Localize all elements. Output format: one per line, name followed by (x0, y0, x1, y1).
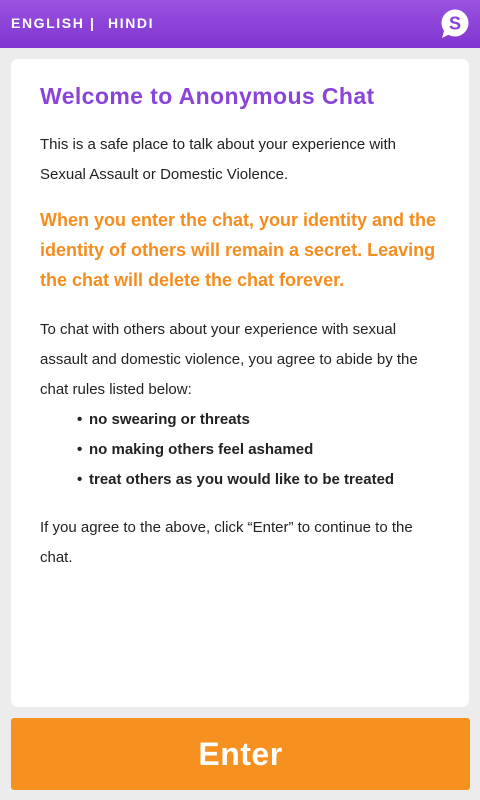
bullet: • (77, 441, 83, 458)
rule-item (77, 465, 394, 495)
intro-text: This is a safe place to talk about your experience with Sexual Assault or Domestic Violence. (40, 136, 397, 183)
enter-button[interactable]: Enter (11, 718, 470, 790)
welcome-card (11, 59, 469, 707)
rule-item (77, 405, 394, 435)
rule-text: no swearing or threats (89, 411, 250, 428)
rule-item (77, 435, 394, 465)
privacy-warning: When you enter the chat, your identity and the identity of others will remain a secret. Leaving the chat will delete the chat forever. (40, 210, 437, 290)
rules-intro-text: To chat with others about your experience with sexual assault and domestic violence, you agree to abide by the chat rules listed below: (40, 321, 418, 398)
bullet: • (77, 471, 83, 488)
rule-text: treat others as you would like to be treated (89, 471, 395, 488)
top-bar (0, 0, 480, 48)
rule-text: no making others feel ashamed (89, 441, 314, 458)
language-english-link[interactable]: ENGLISH (11, 15, 85, 31)
continue-instructions: If you agree to the above, click “Enter” to continue to the chat. (40, 519, 413, 566)
language-hindi-link[interactable]: HINDI (108, 15, 155, 31)
bullet: • (77, 411, 83, 428)
s-chat-bubble-icon[interactable] (440, 9, 470, 39)
logo-letter: S (448, 13, 462, 34)
page-title: Welcome to Anonymous Chat (40, 83, 375, 109)
language-separator: | (90, 15, 96, 31)
chat-rules-list (77, 405, 394, 495)
